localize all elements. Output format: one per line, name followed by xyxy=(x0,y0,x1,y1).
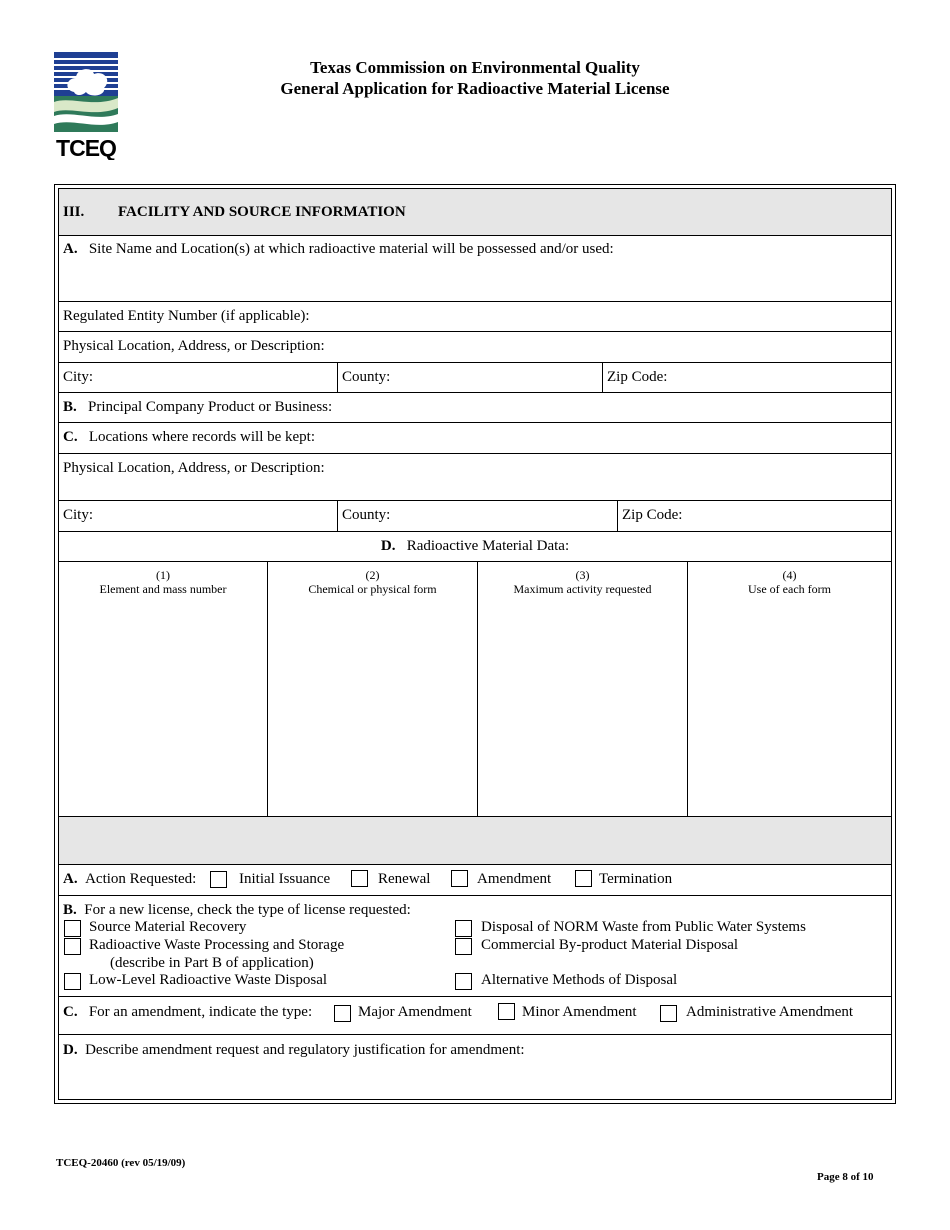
administrative-amendment-checkbox[interactable] xyxy=(660,1005,677,1022)
page-number: Page 8 of 10 xyxy=(817,1171,874,1183)
norm-waste-label: Disposal of NORM Waste from Public Water Systems xyxy=(481,919,806,935)
low-level-disposal-checkbox[interactable] xyxy=(64,973,81,990)
use-column[interactable] xyxy=(687,562,891,816)
city-field[interactable] xyxy=(59,363,337,392)
byproduct-disposal-label: Commercial By-product Material Disposal xyxy=(481,937,739,953)
column-1-number: (1) xyxy=(156,568,170,582)
section-3-number: III. xyxy=(63,204,85,220)
action-requested-label: Action Requested: xyxy=(85,871,197,887)
minor-amendment-checkbox[interactable] xyxy=(498,1003,515,1020)
a-letter: A. xyxy=(63,241,78,257)
license-type-row xyxy=(59,896,891,997)
waste-processing-note: (describe in Part B of application) xyxy=(110,955,314,971)
action-requested-row xyxy=(59,865,891,896)
agency-title: Texas Commission on Environmental Quality xyxy=(310,58,640,77)
license-type-label: For a new license, check the type of license requested: xyxy=(84,902,411,918)
administrative-amendment-label: Administrative Amendment xyxy=(686,1004,854,1020)
b-letter: B. xyxy=(63,399,77,415)
c-letter: C. xyxy=(63,429,78,445)
alternative-methods-label: Alternative Methods of Disposal xyxy=(481,972,678,988)
city-label: City: xyxy=(63,369,94,385)
records-county-label: County: xyxy=(342,507,391,523)
amendment-type-letter: C. xyxy=(63,1004,78,1020)
renewal-checkbox[interactable] xyxy=(351,870,368,887)
amendment-type-row xyxy=(59,997,891,1035)
county-label: County: xyxy=(342,369,391,385)
regulated-entity-label: Regulated Entity Number (if applicable): xyxy=(63,308,310,324)
principal-business-field[interactable] xyxy=(59,393,891,423)
column-4-label: Use of each form xyxy=(748,582,831,596)
action-letter: A. xyxy=(63,871,78,887)
records-zip-field[interactable] xyxy=(617,501,891,531)
chemical-form-column[interactable] xyxy=(267,562,477,816)
section-4-header xyxy=(59,817,891,865)
column-3-label: Maximum activity requested xyxy=(513,582,652,596)
waste-processing-label: Radioactive Waste Processing and Storage xyxy=(89,937,345,953)
records-city-county-zip-row xyxy=(59,501,891,532)
waste-processing-checkbox[interactable] xyxy=(64,938,81,955)
column-1-label: Element and mass number xyxy=(99,582,227,596)
renewal-label: Renewal xyxy=(378,871,431,887)
max-activity-column[interactable] xyxy=(477,562,687,816)
license-type-letter: B. xyxy=(63,902,77,918)
records-physical-location-field[interactable] xyxy=(59,454,891,501)
city-county-zip-row xyxy=(59,363,891,393)
byproduct-disposal-checkbox[interactable] xyxy=(455,938,472,955)
termination-checkbox[interactable] xyxy=(575,870,592,887)
zip-field[interactable] xyxy=(602,363,891,392)
amendment-description-label: Describe amendment request and regulatory justification for amendment: xyxy=(85,1042,525,1058)
principal-business-label: Principal Company Product or Business: xyxy=(88,399,333,415)
amendment-type-label: For an amendment, indicate the type: xyxy=(88,1004,313,1020)
minor-amendment-label: Minor Amendment xyxy=(522,1004,637,1020)
records-location-label: Locations where records will be kept: xyxy=(88,429,316,445)
element-column[interactable] xyxy=(59,562,267,816)
form-title: General Application for Radioactive Material License xyxy=(280,79,670,98)
regulated-entity-field[interactable] xyxy=(59,302,891,332)
physical-location-field[interactable] xyxy=(59,332,891,363)
svg-text:TCEQ: TCEQ xyxy=(56,135,116,160)
amendment-checkbox[interactable] xyxy=(451,870,468,887)
column-2-number: (2) xyxy=(365,568,380,582)
records-city-field[interactable] xyxy=(59,501,337,531)
column-3-number: (3) xyxy=(575,568,590,582)
material-data-table xyxy=(59,562,891,817)
low-level-disposal-label: Low-Level Radioactive Waste Disposal xyxy=(89,972,328,988)
source-material-recovery-label: Source Material Recovery xyxy=(89,919,247,935)
description-letter: D. xyxy=(63,1042,78,1058)
major-amendment-checkbox[interactable] xyxy=(334,1005,351,1022)
county-field[interactable] xyxy=(337,363,602,392)
records-zip-label: Zip Code: xyxy=(622,507,683,523)
section-3-header xyxy=(59,189,891,236)
records-city-label: City: xyxy=(63,507,94,523)
section-3-title: FACILITY AND SOURCE INFORMATION xyxy=(118,204,406,220)
initial-issuance-label: Initial Issuance xyxy=(239,871,331,887)
column-4-number: (4) xyxy=(782,568,797,582)
records-location-field[interactable] xyxy=(59,423,891,454)
form-frame xyxy=(54,184,896,1104)
site-name-field[interactable] xyxy=(59,236,891,302)
site-name-label: Site Name and Location(s) at which radioactive material will be possessed and/or used: xyxy=(88,241,614,257)
d-letter: D. xyxy=(380,538,396,554)
initial-issuance-checkbox[interactable] xyxy=(210,871,227,888)
amendment-description-field[interactable] xyxy=(59,1035,891,1101)
amendment-label: Amendment xyxy=(477,871,552,887)
zip-label: Zip Code: xyxy=(607,369,668,385)
physical-location-label: Physical Location, Address, or Description: xyxy=(63,338,325,354)
termination-label: Termination xyxy=(599,871,673,887)
form-number: TCEQ-20460 (rev 05/19/09) xyxy=(56,1157,186,1169)
material-data-label: Radioactive Material Data: xyxy=(406,538,570,554)
alternative-methods-checkbox[interactable] xyxy=(455,973,472,990)
source-material-recovery-checkbox[interactable] xyxy=(64,920,81,937)
material-data-header xyxy=(59,532,891,562)
records-county-field[interactable] xyxy=(337,501,617,531)
form-inner xyxy=(58,188,892,1100)
column-2-label: Chemical or physical form xyxy=(308,582,437,596)
records-physical-location-label: Physical Location, Address, or Description: xyxy=(63,460,325,476)
major-amendment-label: Major Amendment xyxy=(358,1004,472,1020)
norm-waste-checkbox[interactable] xyxy=(455,920,472,937)
